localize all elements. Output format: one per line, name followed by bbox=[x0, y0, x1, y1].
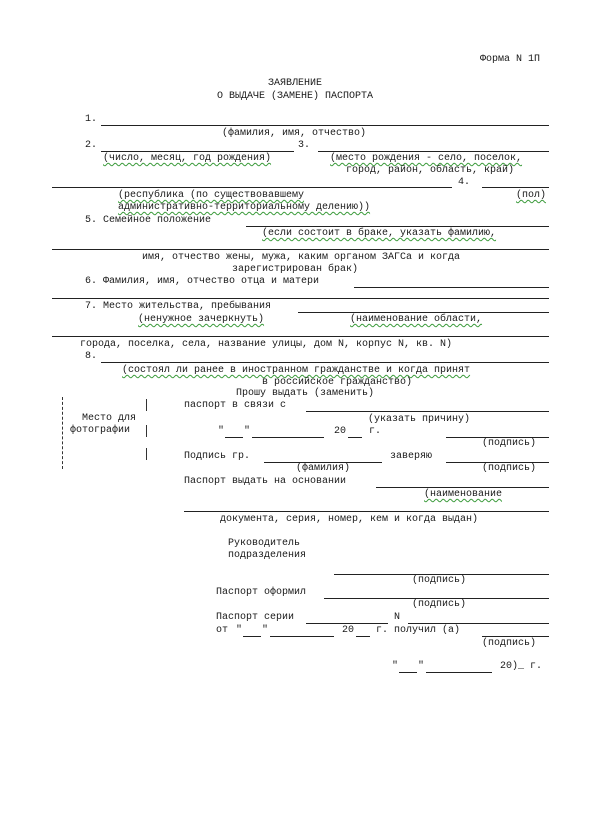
received-year-prefix: 20 bbox=[342, 625, 355, 636]
birthplace-caption-line1: (место рождения - село, поселок, bbox=[330, 153, 523, 164]
issue-basis-label: Паспорт выдать на основании bbox=[184, 476, 347, 487]
from-quote-open: " bbox=[236, 625, 243, 636]
document-caption: документа, серия, номер, кем и когда выдан) bbox=[220, 514, 479, 525]
address-field[interactable] bbox=[52, 336, 549, 337]
passport-number-label: N bbox=[394, 612, 401, 623]
signature-caption: (подпись) bbox=[412, 599, 467, 610]
citizenship-field[interactable] bbox=[101, 362, 549, 363]
form-number: Форма N 1П bbox=[480, 54, 541, 65]
receiver-signature-field[interactable] bbox=[482, 636, 549, 637]
certify-label: заверяю bbox=[390, 451, 433, 462]
spouse-field[interactable] bbox=[52, 249, 549, 250]
strike-caption: (ненужное зачеркнуть) bbox=[138, 314, 265, 325]
admin-division-caption: административно-территориальному делению)) bbox=[118, 202, 371, 213]
final-year-label: 20)_ г. bbox=[500, 661, 543, 672]
item-1-label: 1. bbox=[85, 114, 98, 125]
republic-field[interactable] bbox=[52, 187, 452, 188]
received-label: г. получил (а) bbox=[376, 625, 461, 636]
final-quote-open: " bbox=[392, 661, 399, 672]
surname-caption: (фамилия) bbox=[296, 463, 351, 474]
spouse-caption-line2: зарегистрирован брак) bbox=[232, 264, 359, 275]
final-day-field[interactable] bbox=[399, 672, 417, 673]
birthplace-field[interactable] bbox=[318, 151, 549, 152]
spouse-caption-line1: имя, отчество жены, мужа, каким органом ЗАГСа и когда bbox=[142, 252, 461, 263]
fio-field[interactable] bbox=[101, 125, 549, 126]
from-label: от bbox=[216, 625, 229, 636]
marital-status-field[interactable] bbox=[246, 226, 549, 227]
received-year-field[interactable] bbox=[356, 636, 370, 637]
date-year-suffix: г. bbox=[369, 426, 382, 437]
address-caption: города, поселка, села, название улицы, дом N, корпус N, кв. N) bbox=[80, 339, 453, 350]
received-day-field[interactable] bbox=[243, 636, 261, 637]
marital-caption: (если состоит в браке, указать фамилию, bbox=[262, 228, 497, 239]
request-line1: Прошу выдать (заменить) bbox=[236, 388, 375, 399]
region-caption: (наименование области, bbox=[350, 314, 483, 325]
final-quote-close: " bbox=[418, 661, 425, 672]
citizenship-caption-line2: в российское гражданство) bbox=[262, 377, 413, 388]
head-label-line1: Руководитель bbox=[228, 538, 301, 549]
birthplace-caption-line2: город, район, область, край) bbox=[346, 165, 515, 176]
signature-caption: (подпись) bbox=[412, 575, 467, 586]
final-month-field[interactable] bbox=[426, 672, 492, 673]
birthdate-caption: (число, месяц, год рождения) bbox=[103, 153, 272, 164]
photo-label-line2: фотографии bbox=[70, 425, 131, 436]
item-5-label: 5. Семейное положение bbox=[85, 215, 212, 226]
date-month-field[interactable] bbox=[252, 437, 324, 438]
reason-caption: (указать причину) bbox=[368, 414, 471, 425]
republic-caption: (республика (по существовавшему bbox=[118, 190, 305, 201]
signature-caption: (подпись) bbox=[482, 638, 537, 649]
item-3-label: 3. bbox=[298, 140, 311, 151]
item-7-label: 7. Место жительства, пребывания bbox=[85, 301, 272, 312]
date-quote-close: " bbox=[244, 426, 251, 437]
residence-field[interactable] bbox=[298, 312, 549, 313]
from-quote-close: " bbox=[262, 625, 269, 636]
item-4-label: 4. bbox=[458, 177, 471, 188]
birthdate-field[interactable] bbox=[101, 151, 294, 152]
photo-box-edge bbox=[146, 425, 147, 437]
form-subtitle: О ВЫДАЧЕ (ЗАМЕНЕ) ПАСПОРТА bbox=[216, 91, 374, 102]
photo-box-edge bbox=[146, 448, 147, 460]
date-quote-open: " bbox=[218, 426, 225, 437]
citizenship-caption-line1: (состоял ли ранее в иностранном гражданстве и когда принят bbox=[122, 365, 471, 376]
reason-field[interactable] bbox=[306, 411, 549, 412]
signature-caption: (подпись) bbox=[482, 438, 537, 449]
date-day-field[interactable] bbox=[225, 437, 243, 438]
sex-field[interactable] bbox=[482, 187, 549, 188]
fio-caption: (фамилия, имя, отчество) bbox=[222, 128, 367, 139]
request-line2: паспорт в связи с bbox=[184, 400, 287, 411]
photo-label-line1: Место для bbox=[82, 413, 137, 424]
date-year-prefix: 20 bbox=[334, 426, 347, 437]
issue-basis-field[interactable] bbox=[376, 487, 549, 488]
parents-field-line2[interactable] bbox=[52, 298, 549, 299]
received-month-field[interactable] bbox=[270, 636, 334, 637]
head-label-line2: подразделения bbox=[228, 550, 307, 561]
sex-caption: (пол) bbox=[516, 190, 547, 201]
document-name-caption: (наименование bbox=[424, 489, 503, 500]
passport-number-field[interactable] bbox=[408, 623, 549, 624]
date-year-field[interactable] bbox=[348, 437, 362, 438]
signature-caption: (подпись) bbox=[482, 463, 537, 474]
photo-box-edge bbox=[146, 399, 147, 411]
item-8-label: 8. bbox=[85, 351, 98, 362]
item-6-label: 6. Фамилия, имя, отчество отца и матери bbox=[85, 276, 320, 287]
parents-field[interactable] bbox=[354, 287, 549, 288]
issued-by-label: Паспорт оформил bbox=[216, 587, 307, 598]
item-2-label: 2. bbox=[85, 140, 98, 151]
form-title: ЗАЯВЛЕНИЕ bbox=[267, 78, 322, 89]
document-details-field[interactable] bbox=[184, 511, 549, 512]
passport-series-label: Паспорт серии bbox=[216, 612, 295, 623]
passport-series-field[interactable] bbox=[306, 623, 388, 624]
citizen-signature-label: Подпись гр. bbox=[184, 451, 251, 462]
